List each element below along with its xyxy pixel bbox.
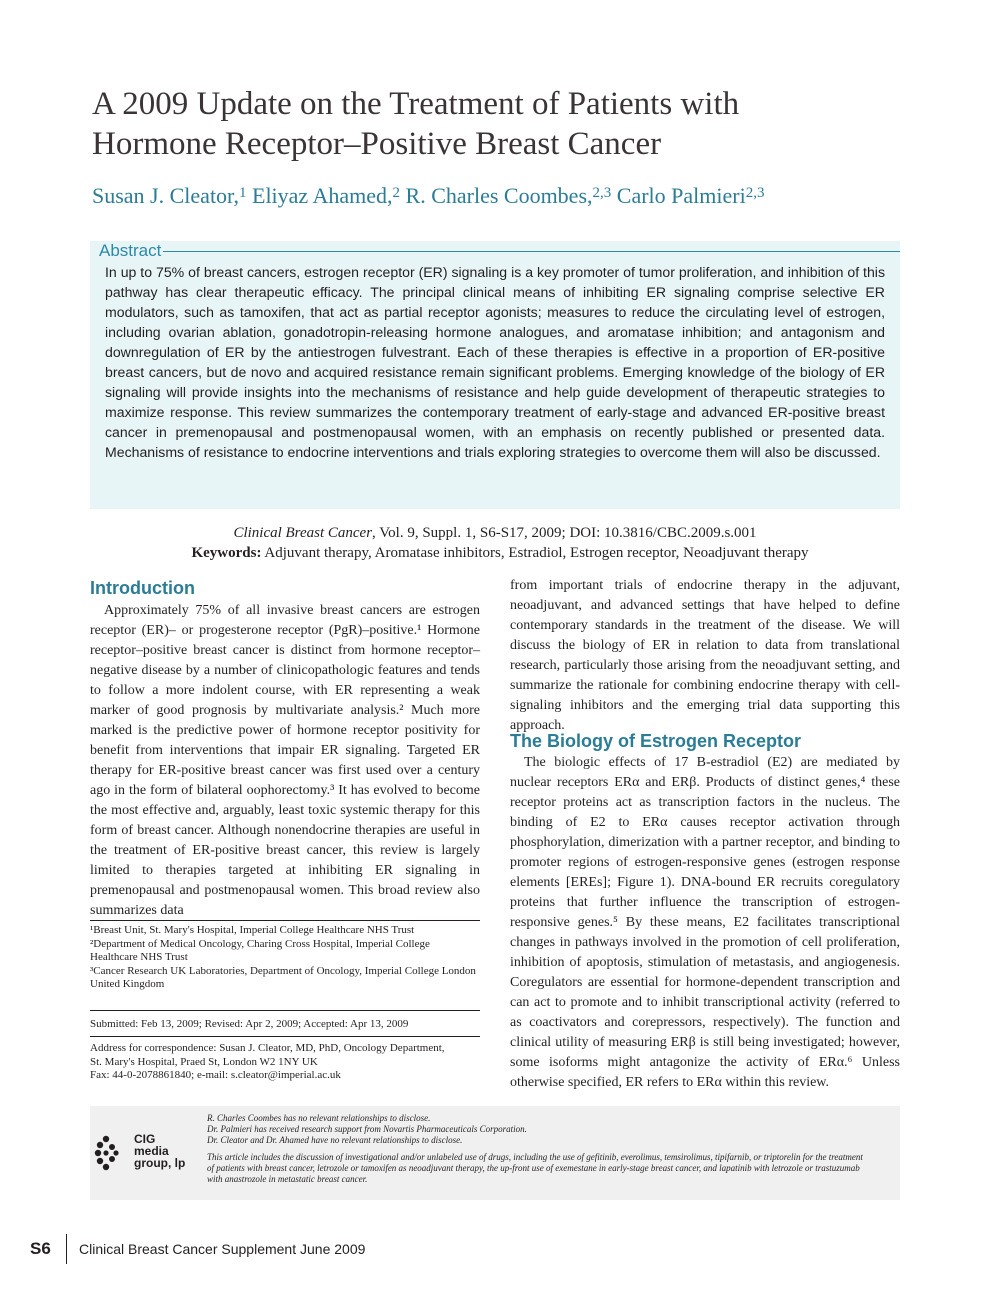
- title-line-1: A 2009 Update on the Treatment of Patients with: [92, 86, 740, 122]
- author-name: R. Charles Coombes,: [405, 183, 593, 208]
- intro-continued-paragraph: from important trials of endocrine therapy in the adjuvant, neoadjuvant, and advanced settings that have helped to define contemporary standards in the treatment of the disease. We will discuss the biology of ER in relation to data from translational research, particularly those arising from the neoadjuvant setting, and summarize the rationale for combining endocrine therapy with cell-signaling inhibitors and the emerging trial data supporting this approach.: [510, 578, 900, 733]
- correspondence-line-2: St. Mary's Hospital, Praed St, London W2 1NY UK: [90, 1055, 318, 1068]
- logo-line-1: CIG: [134, 1132, 156, 1146]
- affiliation-1: ¹Breast Unit, St. Mary's Hospital, Imperial College Healthcare NHS Trust: [90, 924, 415, 936]
- abstract-rule: [163, 251, 900, 252]
- disclosure-1: R. Charles Coombes has no relevant relationships to disclose.: [207, 1113, 431, 1123]
- logo-line-3: group, lp: [134, 1156, 186, 1170]
- intro-text: [90, 601, 480, 921]
- keywords-label: Keywords:: [191, 545, 262, 561]
- author-name: Susan J. Cleator,: [92, 183, 239, 208]
- abstract-heading: [99, 240, 900, 262]
- footer-divider: [66, 1234, 67, 1264]
- correspondence-rule: [90, 1036, 480, 1037]
- author-name: Eliyaz Ahamed,: [252, 183, 393, 208]
- affiliation-country: United Kingdom: [90, 978, 165, 990]
- title-line-2: Hormone Receptor–Positive Breast Cancer: [92, 126, 662, 162]
- disclosure-3: Dr. Cleator and Dr. Ahamed have no relevant relationships to disclose.: [207, 1135, 463, 1145]
- footer-journal: Clinical Breast Cancer Supplement June 2009: [79, 1241, 366, 1257]
- cig-logo-text: [134, 1133, 185, 1169]
- disclosure-2: Dr. Palmieri has received research support from Novartis Pharmaceuticals Corporation.: [207, 1124, 527, 1134]
- biology-paragraph: The biologic effects of 17 B-estradiol (E2) are mediated by nuclear receptors ERα and ERβ. Products of distinct genes,⁴ these receptor proteins act as transcription factors in the nucleus. The binding of E2 to ERα causes receptor activation through phosphorylation, dimerization with a partner receptor, and binding to promoter regions of estrogen-responsive genes (estrogen response elements [EREs]; Figure 1). DNA-bound ER recruits coregulatory proteins that further influence the transcription of estrogen-responsive genes.⁵ By these means, E2 facilitates transcriptional changes in pathways involved in the promotion of cell proliferation, inhibition of apoptosis, stimulation of metastasis, and angiogenesis. Coregulators are essential for hormone-dependent transcription and can act to promote and to inhibit transcriptional activity (referred to as coactivators and corepressors, respectively). The function and clinical utility of measuring ERβ is still being investigated; however, some isoforms might antagonize the activity of ERα.⁶ Unless otherwise specified, ER refers to ERα within this review.: [510, 755, 900, 1090]
- dates-rule: [90, 1010, 480, 1011]
- page-number: S6: [30, 1239, 51, 1258]
- biology-text: [510, 753, 900, 1093]
- correspondence-line-1: Address for correspondence: Susan J. Cleator, MD, PhD, Oncology Department,: [90, 1042, 445, 1054]
- article-title: [92, 84, 912, 164]
- intro-heading: Introduction: [90, 578, 195, 598]
- correspondence: [90, 1042, 480, 1083]
- author-affiliation: 1: [239, 185, 247, 201]
- abstract-heading-label: Abstract: [99, 241, 162, 260]
- keywords-text: Adjuvant therapy, Aromatase inhibitors, Estradiol, Estrogen receptor, Neoadjuvant therapy: [261, 545, 809, 561]
- biology-heading: The Biology of Estrogen Receptor: [510, 731, 802, 751]
- keywords-line: [90, 543, 910, 563]
- author-name: Carlo Palmieri: [616, 183, 746, 208]
- author-affiliation: 2,3: [745, 185, 765, 201]
- disclosure-text: [207, 1113, 867, 1185]
- affiliation-3: ³Cancer Research UK Laboratories, Department of Oncology, Imperial College London: [90, 964, 476, 977]
- intro-continued: [510, 576, 900, 736]
- offlabel-statement: This article includes the discussion of investigational and/or unlabeled use of drugs, including the use of gefitinib, everolimus, temsirolimus, tipifarnib, or triptorelin for the treatment of patients with breast cancer, letrozole or tamoxifen as neoadjuvant therapy, the up-front use of exemestane in early-stage breast cancer, and lapatinib with letrozole or trastuzumab with anastrozole in metastatic breast cancer.: [207, 1152, 863, 1184]
- citation-details: , Vol. 9, Suppl. 1, S6-S17, 2009; DOI: 10.3816/CBC.2009.s.001: [372, 525, 757, 541]
- citation-line: [90, 523, 900, 543]
- author-affiliation: 2,3: [592, 185, 612, 201]
- affiliation-rule: [90, 920, 480, 921]
- abstract-text: In up to 75% of breast cancers, estrogen receptor (ER) signaling is a key promoter of tumor proliferation, and inhibition of this pathway has clear therapeutic efficacy. The principal clinical means of inhibiting ER signaling comprise selective ER modulators, such as tamoxifen, that act as partial receptor agonists; measures to reduce the circulating level of estrogen, including ovarian ablation, gonadotropin-releasing hormone analogues, and aromatase inhibition; and antagonism and downregulation of ER by the antiestrogen fulvestrant. Each of these therapies is effective in a proportion of ER-positive breast cancers, but de novo and acquired resistance remain significant problems. Emerging knowledge of the biology of ER signaling will provide insights into the mechanisms of resistance and help guide development of therapeutic strategies to maximize response. This review summarizes the contemporary treatment of early-stage and advanced ER-positive breast cancer in premenopausal and postmenopausal women, with an emphasis on recently published or presented data. Mechanisms of resistance to endocrine interventions and trials exploring strategies to overcome them will also be discussed.: [105, 264, 885, 460]
- cig-logo-icon: [94, 1133, 134, 1173]
- correspondence-line-3: Fax: 44-0-2078861840; e-mail: s.cleator@imperial.ac.uk: [90, 1069, 341, 1081]
- submission-dates: Submitted: Feb 13, 2009; Revised: Apr 2, 2009; Accepted: Apr 13, 2009: [90, 1018, 409, 1030]
- affiliations: [90, 924, 480, 992]
- affiliation-2: ²Department of Medical Oncology, Charing Cross Hospital, Imperial College Healthcare NHS Trust: [90, 937, 430, 963]
- page-footer: [30, 1234, 365, 1264]
- intro-paragraph: Approximately 75% of all invasive breast cancers are estrogen receptor (ER)– or progesterone receptor (PgR)–positive.¹ Hormone receptor–positive breast cancer is distinct from hormone receptor–negative disease by a number of clinicopathologic features and tends to follow a more indolent course, with ER representing a weak marker of good prognosis by multivariate analysis.² Much more marked is the predictive power of hormone receptor positivity for benefit from interventions that impair ER signaling. Targeted ER therapy for ER-positive breast cancer was first used over a century ago in the form of bilateral oophorectomy.³ It has evolved to become the most effective and, arguably, least toxic systemic therapy for this form of breast cancer. Although nonendocrine therapies are useful in the treatment of ER-positive breast cancer, this review is largely limited to therapies targeted at inhibiting ER signaling in premenopausal and postmenopausal women. This broad review also summarizes data: [90, 603, 480, 918]
- author-affiliation: 2: [392, 185, 401, 201]
- logo-line-2: media: [134, 1144, 169, 1158]
- author-list: [92, 183, 912, 209]
- citation-journal: Clinical Breast Cancer: [233, 525, 373, 541]
